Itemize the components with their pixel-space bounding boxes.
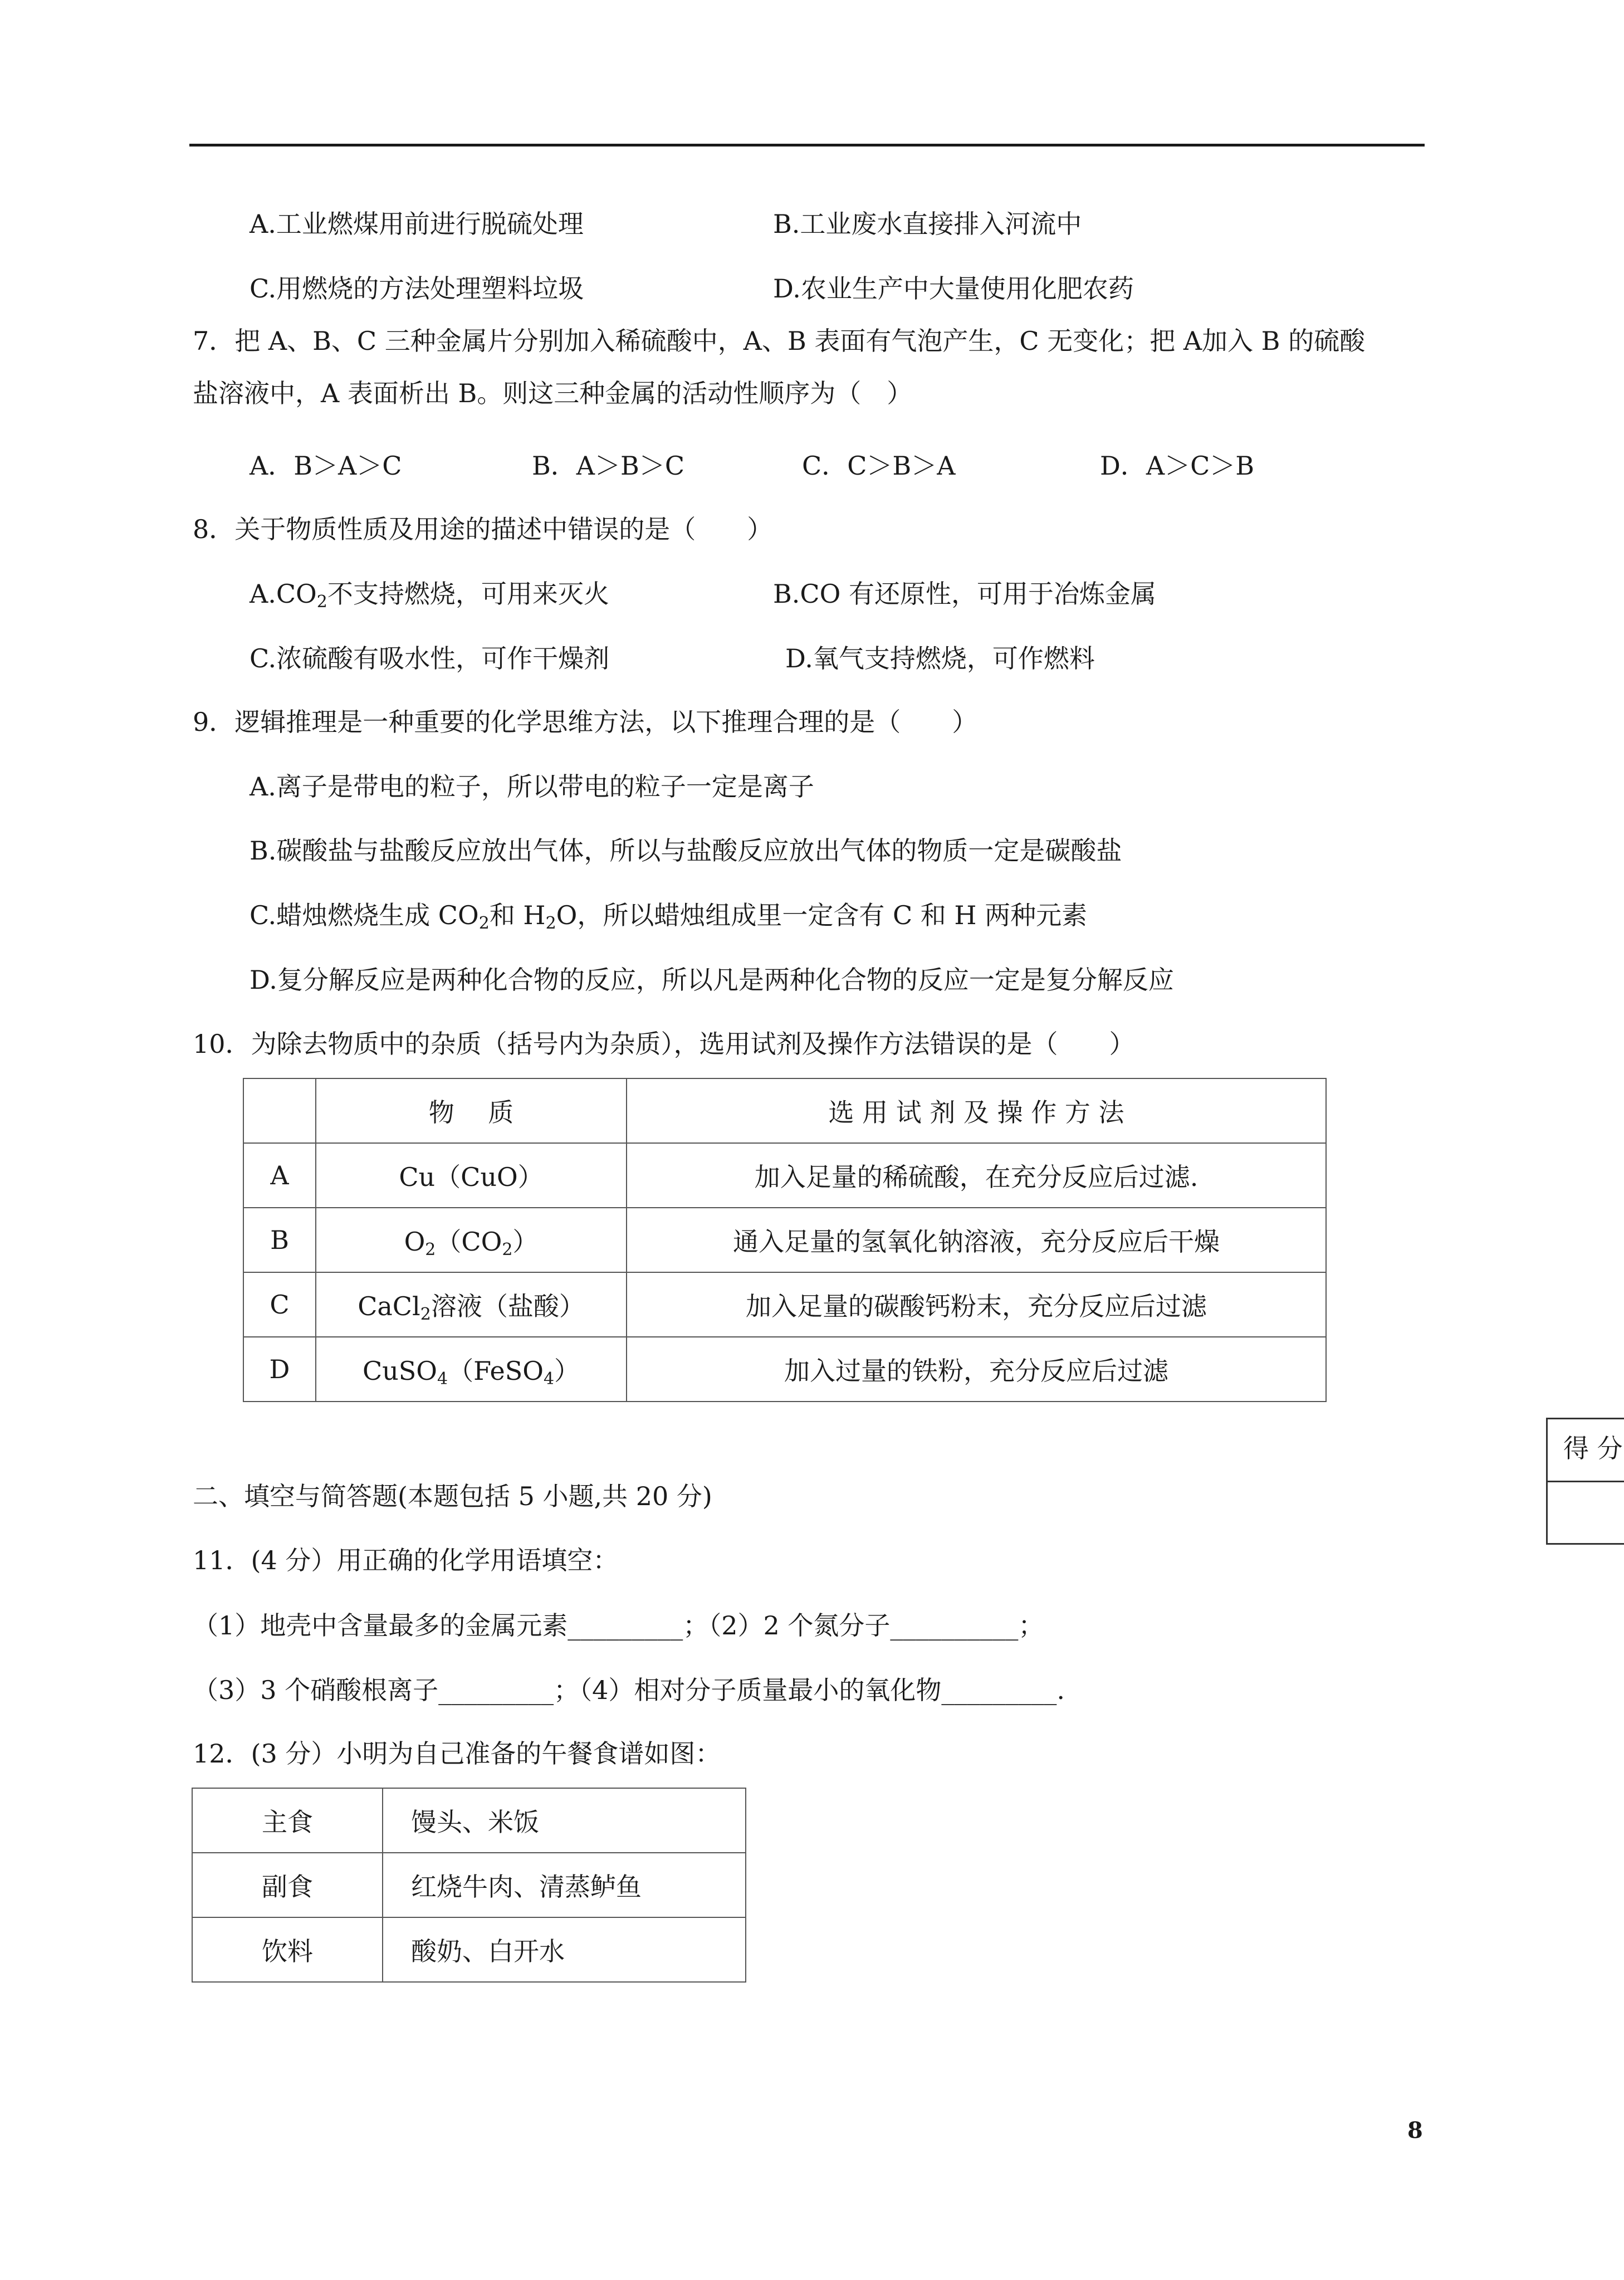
q10-row-substance: Cu（CuO） [316,1143,627,1208]
q8-option-a: $A.CO_2$不支持燃烧，可用来灭火 [250,579,609,612]
q10-table [243,1078,1327,1402]
q10-stem: 10．为除去物质中的杂质（括号内为杂质），选用试剂及操作方法错误的是（ ） [193,1029,1135,1059]
q6-option-a: A.工业燃煤用前进行脱硫处理 [250,209,584,239]
q9-option-c: C.蜡烛燃烧生成 $CO_2$和 $H_2O$，所以蜡烛组成里一定含有 C 和 H 两种元素 [250,900,1088,933]
menu-label: 饮料 [192,1917,383,1982]
menu-value: 红烧牛肉、清蒸鲈鱼 [383,1853,746,1917]
q10-header-substance: 物 质 [316,1078,627,1143]
q10-row-substance: $O_2(CO_2)$ [316,1208,627,1272]
table-row [243,1272,1326,1337]
q8-option-d: D.氧气支持燃烧，可作燃料 [785,643,1095,673]
q10-header-blank [243,1078,316,1143]
score-box [1546,1418,1624,1545]
q7-stem-line2: 盐溶液中，A 表面析出 B。则这三种金属的活动性顺序为（ ） [193,378,913,408]
q6-option-d: D.农业生产中大量使用化肥农药 [773,274,1134,304]
q6-option-c: C.用燃烧的方法处理塑料垃圾 [250,274,584,304]
table-row [192,1853,746,1917]
q10-row-key: D [243,1337,316,1402]
table-row [243,1143,1326,1208]
q7-option-a: A．B＞A＞C [250,451,402,481]
q10-row-key: A [243,1143,316,1208]
menu-label: 主食 [192,1788,383,1853]
q10-row-method: 加入足量的稀硫酸，在充分反应后过滤. [627,1143,1326,1208]
q10-row-method: 加入过量的铁粉，充分反应后过滤 [627,1337,1326,1402]
q8-option-c: C.浓硫酸有吸水性，可作干燥剂 [250,643,610,673]
score-box-label: 得 分 [1563,1433,1623,1463]
q10-row-substance: CaCl$_2$溶液（盐酸） [316,1272,627,1337]
q7-option-c: C．C＞B＞A [802,451,956,481]
q9-option-b: B.碳酸盐与盐酸反应放出气体，所以与盐酸反应放出气体的物质一定是碳酸盐 [250,836,1122,866]
table-row [192,1788,746,1853]
q9-option-d: D.复分解反应是两种化合物的反应，所以凡是两种化合物的反应一定是复分解反应 [250,965,1174,995]
q10-row-key: C [243,1272,316,1337]
q10-row-substance: CuSO$_4$（FeSO$_4$） [316,1337,627,1402]
q7-option-d: D．A＞C＞B [1100,451,1255,481]
q11-stem: 11．(4 分）用正确的化学用语填空： [193,1545,619,1575]
q8-stem: 8．关于物质性质及用途的描述中错误的是（ ） [193,514,773,544]
table-row [243,1208,1326,1272]
menu-label: 副食 [192,1853,383,1917]
q6-option-b: B.工业废水直接排入河流中 [773,209,1082,239]
table-row [243,1337,1326,1402]
q10-header-method: 选 用 试 剂 及 操 作 方 法 [627,1078,1326,1143]
q10-row-method: 通入足量的氢氧化钠溶液，充分反应后干燥 [627,1208,1326,1272]
table-row [192,1917,746,1982]
q9-option-a: A.离子是带电的粒子，所以带电的粒子一定是离子 [250,772,814,802]
q10-table-header [243,1078,1326,1143]
menu-value: 馒头、米饭 [383,1788,746,1853]
q7-stem-line1: 7．把 A、B、C 三种金属片分别加入稀硫酸中，A、B 表面有气泡产生，C 无变化；把 A加入 B 的硫酸 [193,326,1366,356]
q7-option-b: B．A＞B＞C [532,451,685,481]
q12-menu-table [192,1788,746,1983]
section-2-title: 二、填空与简答题(本题包括 5 小题,共 20 分) [193,1481,712,1511]
page-number: 8 [1407,2117,1423,2144]
q8-option-b: B.CO 有还原性，可用于冶炼金属 [773,579,1156,609]
q10-row-method: 加入足量的碳酸钙粉末，充分反应后过滤 [627,1272,1326,1337]
q11-line2: （3）3 个硝酸根离子_________；（4）相对分子质量最小的氧化物_________. [193,1675,1065,1705]
q11-line1: （1）地壳中含量最多的金属元素_________；（2）2 个氮分子__________； [193,1610,1044,1641]
q9-stem: 9．逻辑推理是一种重要的化学思维方法，以下推理合理的是（ ） [193,707,978,737]
menu-value: 酸奶、白开水 [383,1917,746,1982]
score-box-divider [1548,1481,1624,1482]
q12-stem: 12．(3 分）小明为自己准备的午餐食谱如图： [193,1739,721,1769]
q10-row-key: B [243,1208,316,1272]
header-rule [189,144,1425,147]
